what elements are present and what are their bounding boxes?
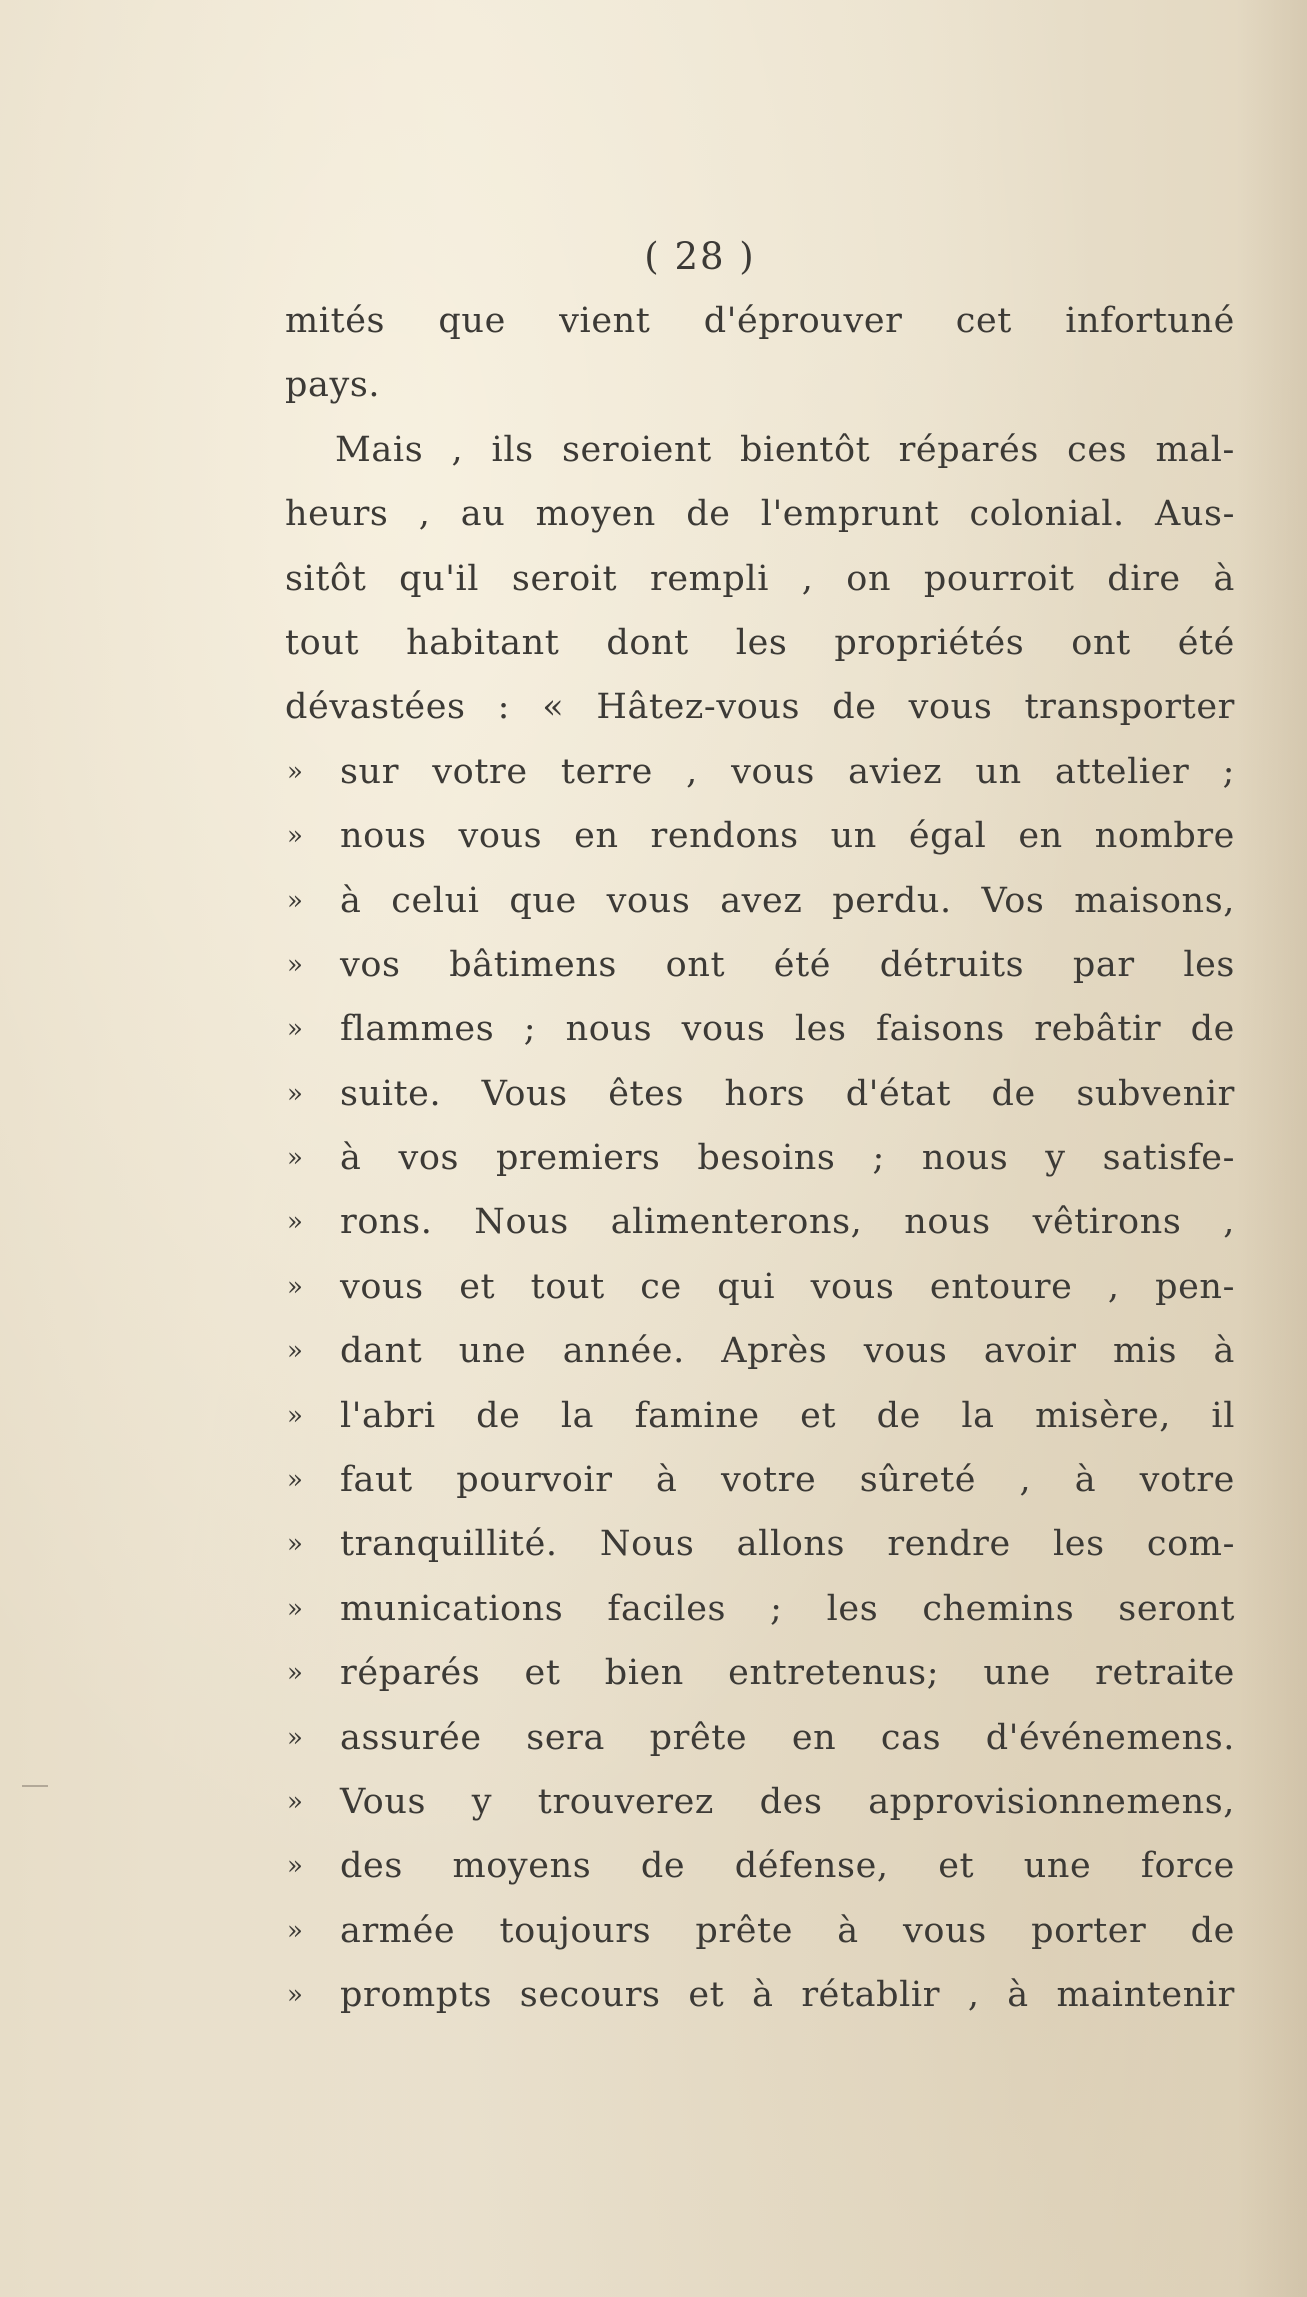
quote-mark: » — [287, 1014, 302, 1045]
quote-mark: » — [287, 1915, 302, 1946]
quote-mark: » — [287, 885, 302, 916]
quoted-line: » l'abri de la famine et de la misère, il — [285, 1384, 1235, 1448]
quoted-line: » Vous y trouverez des approvisionnemens, — [285, 1770, 1235, 1834]
quoted-line: » réparés et bien entretenus; une retraite — [285, 1641, 1235, 1705]
quote-mark: » — [287, 821, 302, 852]
page-text-block — [285, 225, 1235, 2028]
quote-mark: » — [287, 1980, 302, 2011]
quoted-line: » vos bâtimens ont été détruits par les — [285, 933, 1235, 997]
text-line: dévastées : « Hâtez-vous de vous transporter — [285, 687, 1235, 728]
quoted-line: » armée toujours prête à vous porter de — [285, 1899, 1235, 1963]
quoted-line: » sur votre terre , vous aviez un attelier ; — [285, 740, 1235, 804]
quote-mark: » — [287, 1336, 302, 1367]
quote-mark: » — [287, 1465, 302, 1496]
quote-mark: » — [287, 1400, 302, 1431]
quote-mark: » — [287, 1143, 302, 1174]
quoted-line: » suite. Vous êtes hors d'état de subvenir — [285, 1062, 1235, 1126]
quote-mark: » — [287, 1593, 302, 1624]
quoted-line: » flammes ; nous vous les faisons rebâtir de — [285, 997, 1235, 1061]
quote-mark: » — [287, 1078, 302, 1109]
quote-mark: » — [287, 1851, 302, 1882]
page-edge-shadow — [1237, 0, 1307, 2297]
quoted-line: » faut pourvoir à votre sûreté , à votre — [285, 1448, 1235, 1512]
quoted-line: » prompts secours et à rétablir , à maintenir — [285, 1963, 1235, 2027]
quote-mark: » — [287, 1271, 302, 1302]
quote-mark: » — [287, 1786, 302, 1817]
quoted-line: » assurée sera prête en cas d'événemens. — [285, 1706, 1235, 1770]
margin-mark — [22, 1785, 48, 1787]
page-number: ( 28 ) — [644, 235, 756, 278]
text-line: heurs , au moyen de l'emprunt colonial. Aus- — [285, 494, 1235, 535]
quoted-line: » munications faciles ; les chemins seront — [285, 1577, 1235, 1641]
text-line: sitôt qu'il seroit rempli , on pourroit dire à — [285, 558, 1235, 599]
quote-mark: » — [287, 1207, 302, 1238]
quote-mark: » — [287, 949, 302, 980]
quote-mark: » — [287, 756, 302, 787]
quoted-line: » rons. Nous alimenterons, nous vêtirons , — [285, 1190, 1235, 1254]
text-line: tout habitant dont les propriétés ont été — [285, 622, 1235, 663]
quoted-line: » nous vous en rendons un égal en nombre — [285, 804, 1235, 868]
quote-mark: » — [287, 1658, 302, 1689]
text-line: Mais , ils seroient bientôt réparés ces mal- — [335, 429, 1235, 470]
quote-mark: » — [287, 1529, 302, 1560]
quoted-line: » des moyens de défense, et une force — [285, 1834, 1235, 1898]
quoted-line: » vous et tout ce qui vous entoure , pen- — [285, 1255, 1235, 1319]
quoted-line: » tranquillité. Nous allons rendre les com- — [285, 1512, 1235, 1576]
quoted-line: » à vos premiers besoins ; nous y satisfe- — [285, 1126, 1235, 1190]
quoted-line: » à celui que vous avez perdu. Vos maisons, — [285, 869, 1235, 933]
text-line: mités que vient d'éprouver cet infortuné — [285, 301, 1235, 341]
quoted-line: » dant une année. Après vous avoir mis à — [285, 1319, 1235, 1383]
quote-mark: » — [287, 1722, 302, 1753]
text-line: pays. — [285, 365, 381, 406]
